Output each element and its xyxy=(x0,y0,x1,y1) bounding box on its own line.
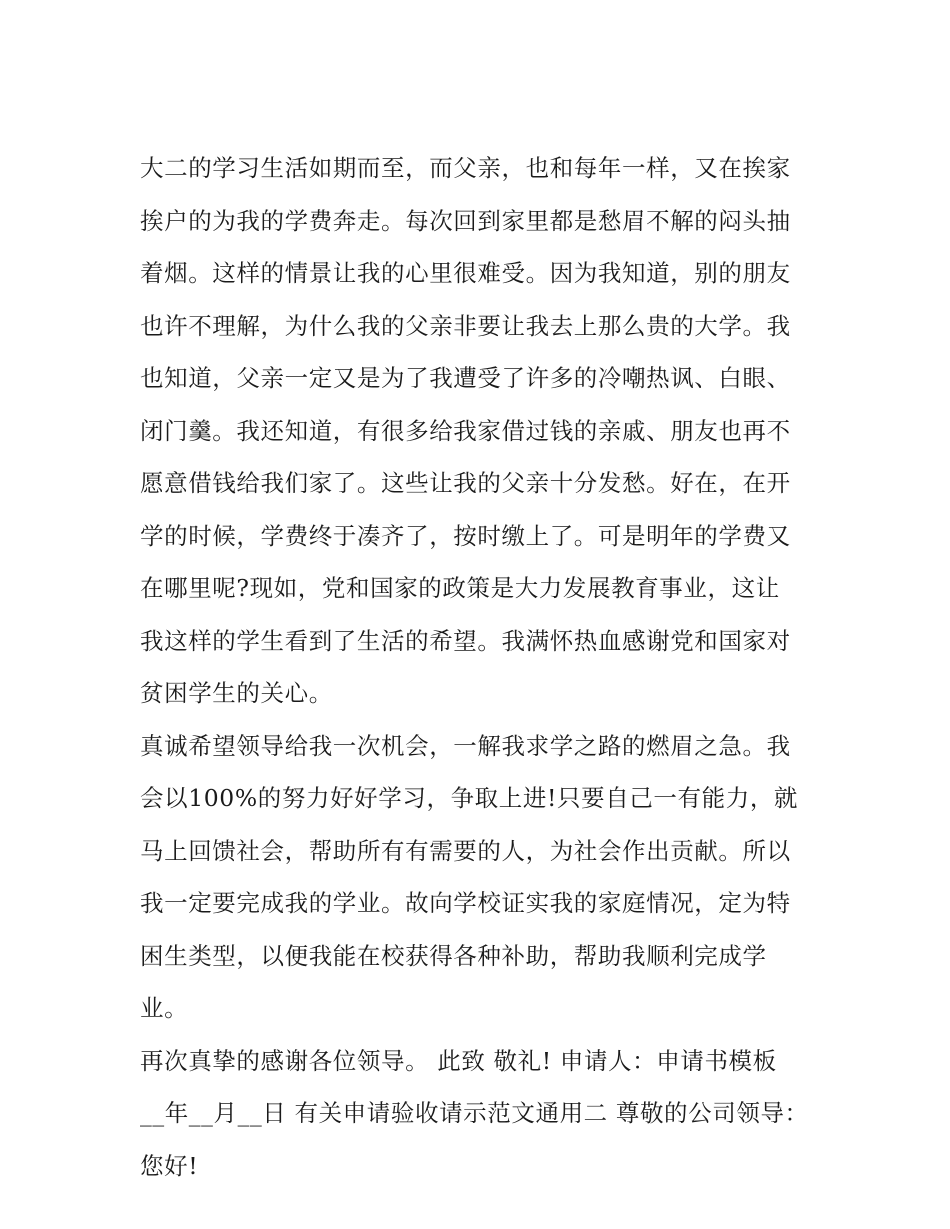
text-line: 着烟。这样的情景让我的心里很难受。因为我知道，别的朋友 xyxy=(140,259,791,287)
text-line: 马上回馈社会，帮助所有有需要的人，为社会作出贡献。所以 xyxy=(140,836,791,865)
text-line: 贫困学生的关心。 xyxy=(140,679,333,707)
text-line: 真诚希望领导给我一次机会，一解我求学之路的燃眉之急。我 xyxy=(140,731,791,760)
text-line: 闭门羹。我还知道，有很多给我家借过钱的亲戚、朋友也再不 xyxy=(140,416,791,445)
text-line: __年__月__日 有关申请验收请示范文通用二 尊敬的公司领导： xyxy=(140,1099,809,1127)
paragraph-closing xyxy=(140,1046,820,1204)
text-line: 学的时候，学费终于凑齐了，按时缴上了。可是明年的学费又 xyxy=(140,521,791,550)
text-line: 再次真挚的感谢各位领导。 此致 敬礼! 申请人：申请书模板 xyxy=(140,1046,777,1075)
text-line: 愿意借钱给我们家了。这些让我的父亲十分发愁。好在，在开 xyxy=(140,469,791,497)
text-line: 困生类型，以便我能在校获得各种补助，帮助我顺利完成学 xyxy=(140,941,767,970)
paragraph-request xyxy=(140,731,820,1046)
text-line: 也知道，父亲一定又是为了我遭受了许多的冷嘲热讽、白眼、 xyxy=(140,364,791,392)
text-line: 您好! xyxy=(140,1151,199,1180)
text-line: 会以100%的努力好好学习，争取上进!只要自己一有能力，就 xyxy=(140,784,799,812)
text-line: 我一定要完成我的学业。故向学校证实我的家庭情况，定为特 xyxy=(140,889,791,917)
text-line: 在哪里呢?现如，党和国家的政策是大力发展教育事业，这让 xyxy=(140,574,780,602)
text-line: 挨户的为我的学费奔走。每次回到家里都是愁眉不解的闷头抽 xyxy=(140,206,791,235)
document-body xyxy=(140,153,820,1203)
text-line: 业。 xyxy=(140,994,189,1022)
text-line: 也许不理解，为什么我的父亲非要让我去上那么贵的大学。我 xyxy=(140,311,791,340)
text-line: 我这样的学生看到了生活的希望。我满怀热血感谢党和国家对 xyxy=(140,626,791,655)
text-line: 大二的学习生活如期而至，而父亲，也和每年一样，又在挨家 xyxy=(140,154,791,182)
paragraph-family-situation xyxy=(140,153,820,731)
